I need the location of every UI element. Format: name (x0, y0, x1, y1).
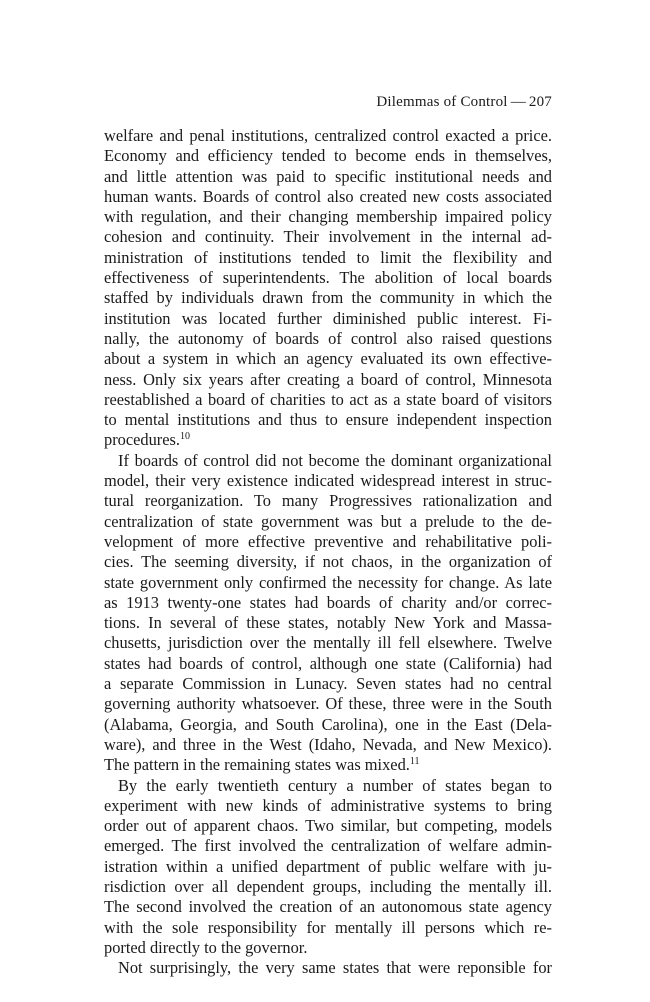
line-text: reestablished a board of charities to act as a state board of visitors (104, 389, 552, 409)
text-line (104, 938, 552, 958)
header-separator: — (510, 94, 526, 110)
text-line (104, 451, 552, 471)
line-text: risdiction over all dependent groups, including the mentally ill. (104, 876, 552, 896)
text-line (104, 755, 552, 775)
line-text: If boards of control did not become the dominant organizational (118, 450, 552, 470)
text-line (104, 227, 552, 247)
text-line (104, 958, 552, 978)
line-text: tural reorganization. To many Progressives rationalization and (104, 491, 552, 511)
text-line (104, 309, 552, 329)
text-line (104, 126, 552, 146)
running-head (104, 92, 552, 112)
line-text: to mental institutions and thus to ensure independent inspection (104, 410, 552, 430)
text-line (104, 329, 552, 349)
line-text: ported directly to the governor. (104, 937, 308, 957)
text-line (104, 390, 552, 410)
body-text (104, 126, 552, 978)
text-line (104, 532, 552, 552)
line-text: The pattern in the remaining states was mixed. (104, 755, 410, 775)
line-text: institution was located further diminished public interest. Fi- (104, 308, 552, 328)
text-line (104, 288, 552, 308)
line-text: Not surprisingly, the very same states that were reponsible for (118, 958, 552, 978)
line-text: effectiveness of superintendents. The abolition of local boards (104, 268, 552, 288)
footnote-marker[interactable]: 10 (180, 431, 190, 443)
line-text: states had boards of control, although one state (California) had (104, 653, 552, 673)
line-text: procedures. (104, 430, 180, 450)
line-text: chusetts, jurisdiction over the mentally ill fell elsewhere. Twelve (104, 633, 552, 653)
line-text: istration within a unified department of public welfare with ju- (104, 856, 552, 876)
footnote-marker[interactable]: 11 (409, 756, 420, 768)
text-line (104, 654, 552, 674)
line-text: nally, the autonomy of boards of control also raised questions (104, 328, 552, 348)
text-line (104, 410, 552, 430)
line-text: emerged. The first involved the centralization of welfare admin- (104, 836, 552, 856)
line-text: ness. Only six years after creating a board of control, Minnesota (104, 369, 552, 389)
text-line (104, 918, 552, 938)
text-line (104, 715, 552, 735)
line-text: centralization of state government was but a prelude to the de- (104, 511, 552, 531)
line-text: velopment of more effective preventive and rehabilitative poli- (104, 531, 552, 551)
text-line (104, 491, 552, 511)
line-text: tions. In several of these states, notably New York and Massa- (104, 613, 552, 633)
line-text: welfare and penal institutions, centralized control exacted a price. (104, 126, 552, 145)
line-text: staffed by individuals drawn from the community in which the (104, 288, 552, 308)
text-line (104, 593, 552, 613)
line-text: cohesion and continuity. Their involvement in the internal ad- (104, 227, 552, 247)
text-line (104, 573, 552, 593)
text-line (104, 877, 552, 897)
line-text: ware), and three in the West (Idaho, Nevada, and New Mexico). (104, 734, 552, 754)
line-text: as 1913 twenty-one states had boards of charity and/or correc- (104, 592, 552, 612)
book-page (104, 92, 552, 978)
line-text: human wants. Boards of control also created new costs associated (104, 186, 552, 206)
text-line (104, 146, 552, 166)
chapter-title: Dilemmas of Control (376, 94, 508, 110)
line-text: state government only confirmed the necessity for change. As late (104, 572, 552, 592)
text-line (104, 694, 552, 714)
text-line (104, 207, 552, 227)
text-line (104, 776, 552, 796)
line-text: By the early twentieth century a number of states began to (118, 775, 552, 795)
line-text: and little attention was paid to specific institutional needs and (104, 166, 552, 186)
line-text: with the sole responsibility for mentally ill persons which re- (104, 917, 552, 937)
text-line (104, 512, 552, 532)
line-text: about a system in which an agency evaluated its own effective- (104, 349, 552, 369)
text-line (104, 796, 552, 816)
line-text: a separate Commission in Lunacy. Seven states had no central (104, 674, 552, 694)
text-line (104, 897, 552, 917)
text-line (104, 471, 552, 491)
text-line (104, 674, 552, 694)
line-text: model, their very existence indicated widespread interest in struc- (104, 471, 552, 491)
text-line (104, 430, 552, 450)
line-text: (Alabama, Georgia, and South Carolina), one in the East (Dela- (104, 714, 552, 734)
line-text: ministration of institutions tended to limit the flexibility and (104, 247, 552, 267)
text-line (104, 857, 552, 877)
text-line (104, 613, 552, 633)
text-line (104, 187, 552, 207)
line-text: experiment with new kinds of administrative systems to bring (104, 795, 552, 815)
text-line (104, 248, 552, 268)
text-line (104, 816, 552, 836)
text-line (104, 836, 552, 856)
page-number: 207 (528, 94, 552, 110)
line-text: Economy and efficiency tended to become ends in themselves, (104, 146, 552, 166)
text-line (104, 735, 552, 755)
line-text: order out of apparent chaos. Two similar, but competing, models (104, 816, 552, 836)
line-text: The second involved the creation of an autonomous state agency (104, 897, 552, 917)
text-line (104, 633, 552, 653)
line-text: governing authority whatsoever. Of these, three were in the South (104, 694, 552, 714)
text-line (104, 370, 552, 390)
text-line (104, 552, 552, 572)
text-line (104, 167, 552, 187)
line-text: cies. The seeming diversity, if not chaos, in the organization of (104, 552, 552, 572)
text-line (104, 349, 552, 369)
line-text: with regulation, and their changing membership impaired policy (104, 207, 552, 227)
text-line (104, 268, 552, 288)
